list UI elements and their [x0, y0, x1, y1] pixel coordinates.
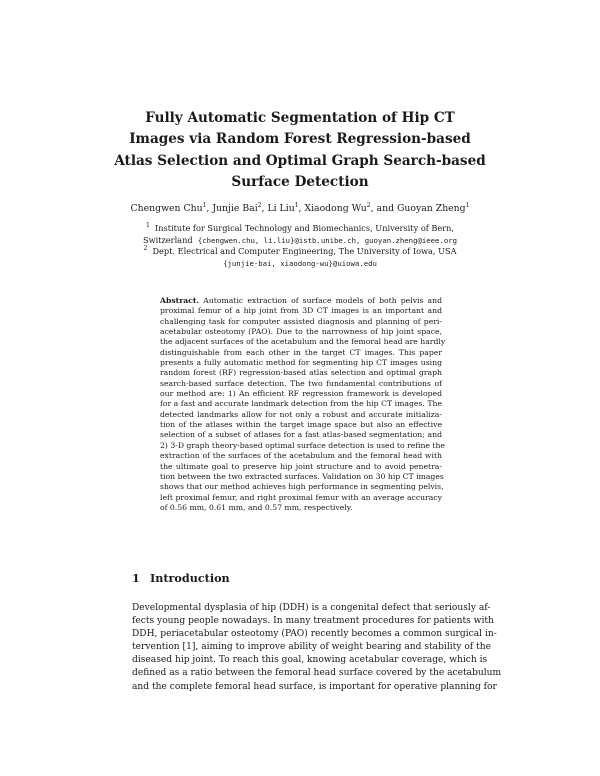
- abstract-label: Abstract.: [160, 296, 200, 305]
- abstract-line: proximal femur of a hip joint from 3D CT images is an important and: [160, 306, 442, 316]
- abstract-line: detected landmarks allow for not only a robust and accurate initializa-: [160, 409, 442, 419]
- abstract-line: the ultimate goal to preserve hip joint structure and to avoid penetra-: [160, 461, 442, 471]
- affiliation-marker: 1: [145, 222, 150, 229]
- author-affiliation-marker: 1: [294, 202, 299, 209]
- affiliation-1-emails: {chengwen.chu, li.liu}@istb.unibe.ch, guoyan.zheng@ieee.org: [197, 235, 458, 245]
- title-line: Fully Automatic Segmentation of Hip CT: [145, 110, 455, 126]
- section-title: Introduction: [150, 571, 230, 585]
- author-affiliation-marker: 1: [202, 202, 207, 209]
- affiliation-2-emails: {junjie-bai, xiaodong-wu}@uiowa.edu: [223, 258, 377, 268]
- paper-title: [100, 108, 500, 194]
- body-line: and the complete femoral head surface, is important for operative planning for: [132, 681, 497, 692]
- section-heading-introduction: [132, 571, 472, 585]
- abstract: [160, 296, 446, 513]
- abstract-line: of 0.56 mm, 0.61 mm, and 0.57 mm, respectively.: [160, 502, 353, 512]
- author-affiliation-marker: 2: [366, 202, 371, 209]
- affiliation-country: Switzerland: [142, 234, 193, 245]
- body-line: defined as a ratio between the femoral head surface covered by the acetabulum: [132, 668, 502, 679]
- author-separator: ,: [261, 203, 268, 214]
- body-line: tervention [1], aiming to improve ability of weight bearing and stability of the: [132, 642, 491, 653]
- affiliation-2-line-1: [100, 246, 500, 258]
- abstract-line-text: Automatic extraction of surface models of both pelvis and: [199, 296, 442, 305]
- abstract-line: search-based surface detection. The two fundamental contributions of: [160, 378, 442, 388]
- abstract-line: for a fast and accurate landmark detection from the hip CT images. The: [160, 399, 442, 409]
- body-line: DDH, periacetabular osteotomy (PAO) recently becomes a common surgical in-: [132, 629, 497, 640]
- abstract-line: random forest (RF) regression-based atlas selection and optimal graph: [160, 368, 442, 378]
- affiliations: [100, 223, 500, 269]
- author-affiliation-marker: 2: [257, 202, 262, 209]
- abstract-line: selection of a subset of atlases for a fast atlas-based segmentation; and: [160, 430, 442, 440]
- affiliation-2-line-2: [100, 258, 500, 270]
- author-name: Guoyan Zheng: [396, 203, 466, 214]
- affiliation-text: Dept. Electrical and Computer Engineering, The University of Iowa, USA: [152, 246, 457, 256]
- body-line: Developmental dysplasia of hip (DDH) is a congenital defect that seriously af-: [132, 603, 491, 613]
- author-separator: ,: [206, 203, 213, 214]
- author-name: Li Liu: [267, 203, 295, 214]
- abstract-line: acetabular osteotomy (PAO). Due to the narrowness of hip joint space,: [160, 327, 442, 337]
- affiliation-1-line-2: [100, 235, 500, 247]
- author-affiliation-marker: 1: [465, 202, 470, 209]
- abstract-line: challenging task for computer assisted diagnosis and planning of peri-: [160, 316, 442, 326]
- body-line: fects young people nowadays. In many treatment procedures for patients with: [132, 616, 494, 627]
- author-separator: , and: [370, 203, 397, 214]
- affiliation-1-line-1: [100, 223, 500, 235]
- abstract-line: distinguishable from each other in the target CT images. This paper: [160, 347, 442, 357]
- abstract-line: left proximal femur, and right proximal femur with an average accuracy: [160, 492, 442, 502]
- abstract-line: extraction of the surfaces of the acetabulum and the femoral head with: [160, 451, 442, 461]
- affiliation-text: Institute for Surgical Technology and Biomechanics, University of Bern,: [155, 223, 455, 233]
- author-list: [80, 203, 520, 214]
- abstract-line: tion of the atlases within the target image space but also an effective: [160, 420, 442, 430]
- title-line: Surface Detection: [231, 174, 369, 191]
- body-line: diseased hip joint. To reach this goal, knowing acetabular coverage, which is: [132, 655, 488, 666]
- author-name: Chengwen Chu: [130, 203, 203, 214]
- introduction-paragraph: [132, 602, 502, 694]
- abstract-line: tion between the two extracted surfaces. Validation on 30 hip CT images: [160, 471, 444, 481]
- author-separator: ,: [298, 203, 305, 214]
- abstract-line: [160, 296, 442, 306]
- abstract-line: presents a fully automatic method for segmenting hip CT images using: [160, 358, 442, 368]
- title-line: Images via Random Forest Regression-based: [129, 131, 471, 148]
- abstract-line: 2) 3-D graph theory-based optimal surface detection is used to refine the: [160, 440, 445, 450]
- section-number: 1: [132, 571, 140, 585]
- abstract-line: our method are: 1) An efficient RF regression framework is developed: [160, 389, 442, 399]
- affiliation-marker: 2: [143, 245, 148, 252]
- abstract-line: the adjacent surfaces of the acetabulum and the femoral head are hardly: [160, 337, 446, 347]
- author-name: Xiaodong Wu: [304, 203, 367, 214]
- title-line: Atlas Selection and Optimal Graph Search-based: [114, 152, 486, 169]
- author-name: Junjie Bai: [212, 203, 258, 214]
- abstract-line: shows that our method achieves high performance in segmenting pelvis,: [160, 482, 444, 492]
